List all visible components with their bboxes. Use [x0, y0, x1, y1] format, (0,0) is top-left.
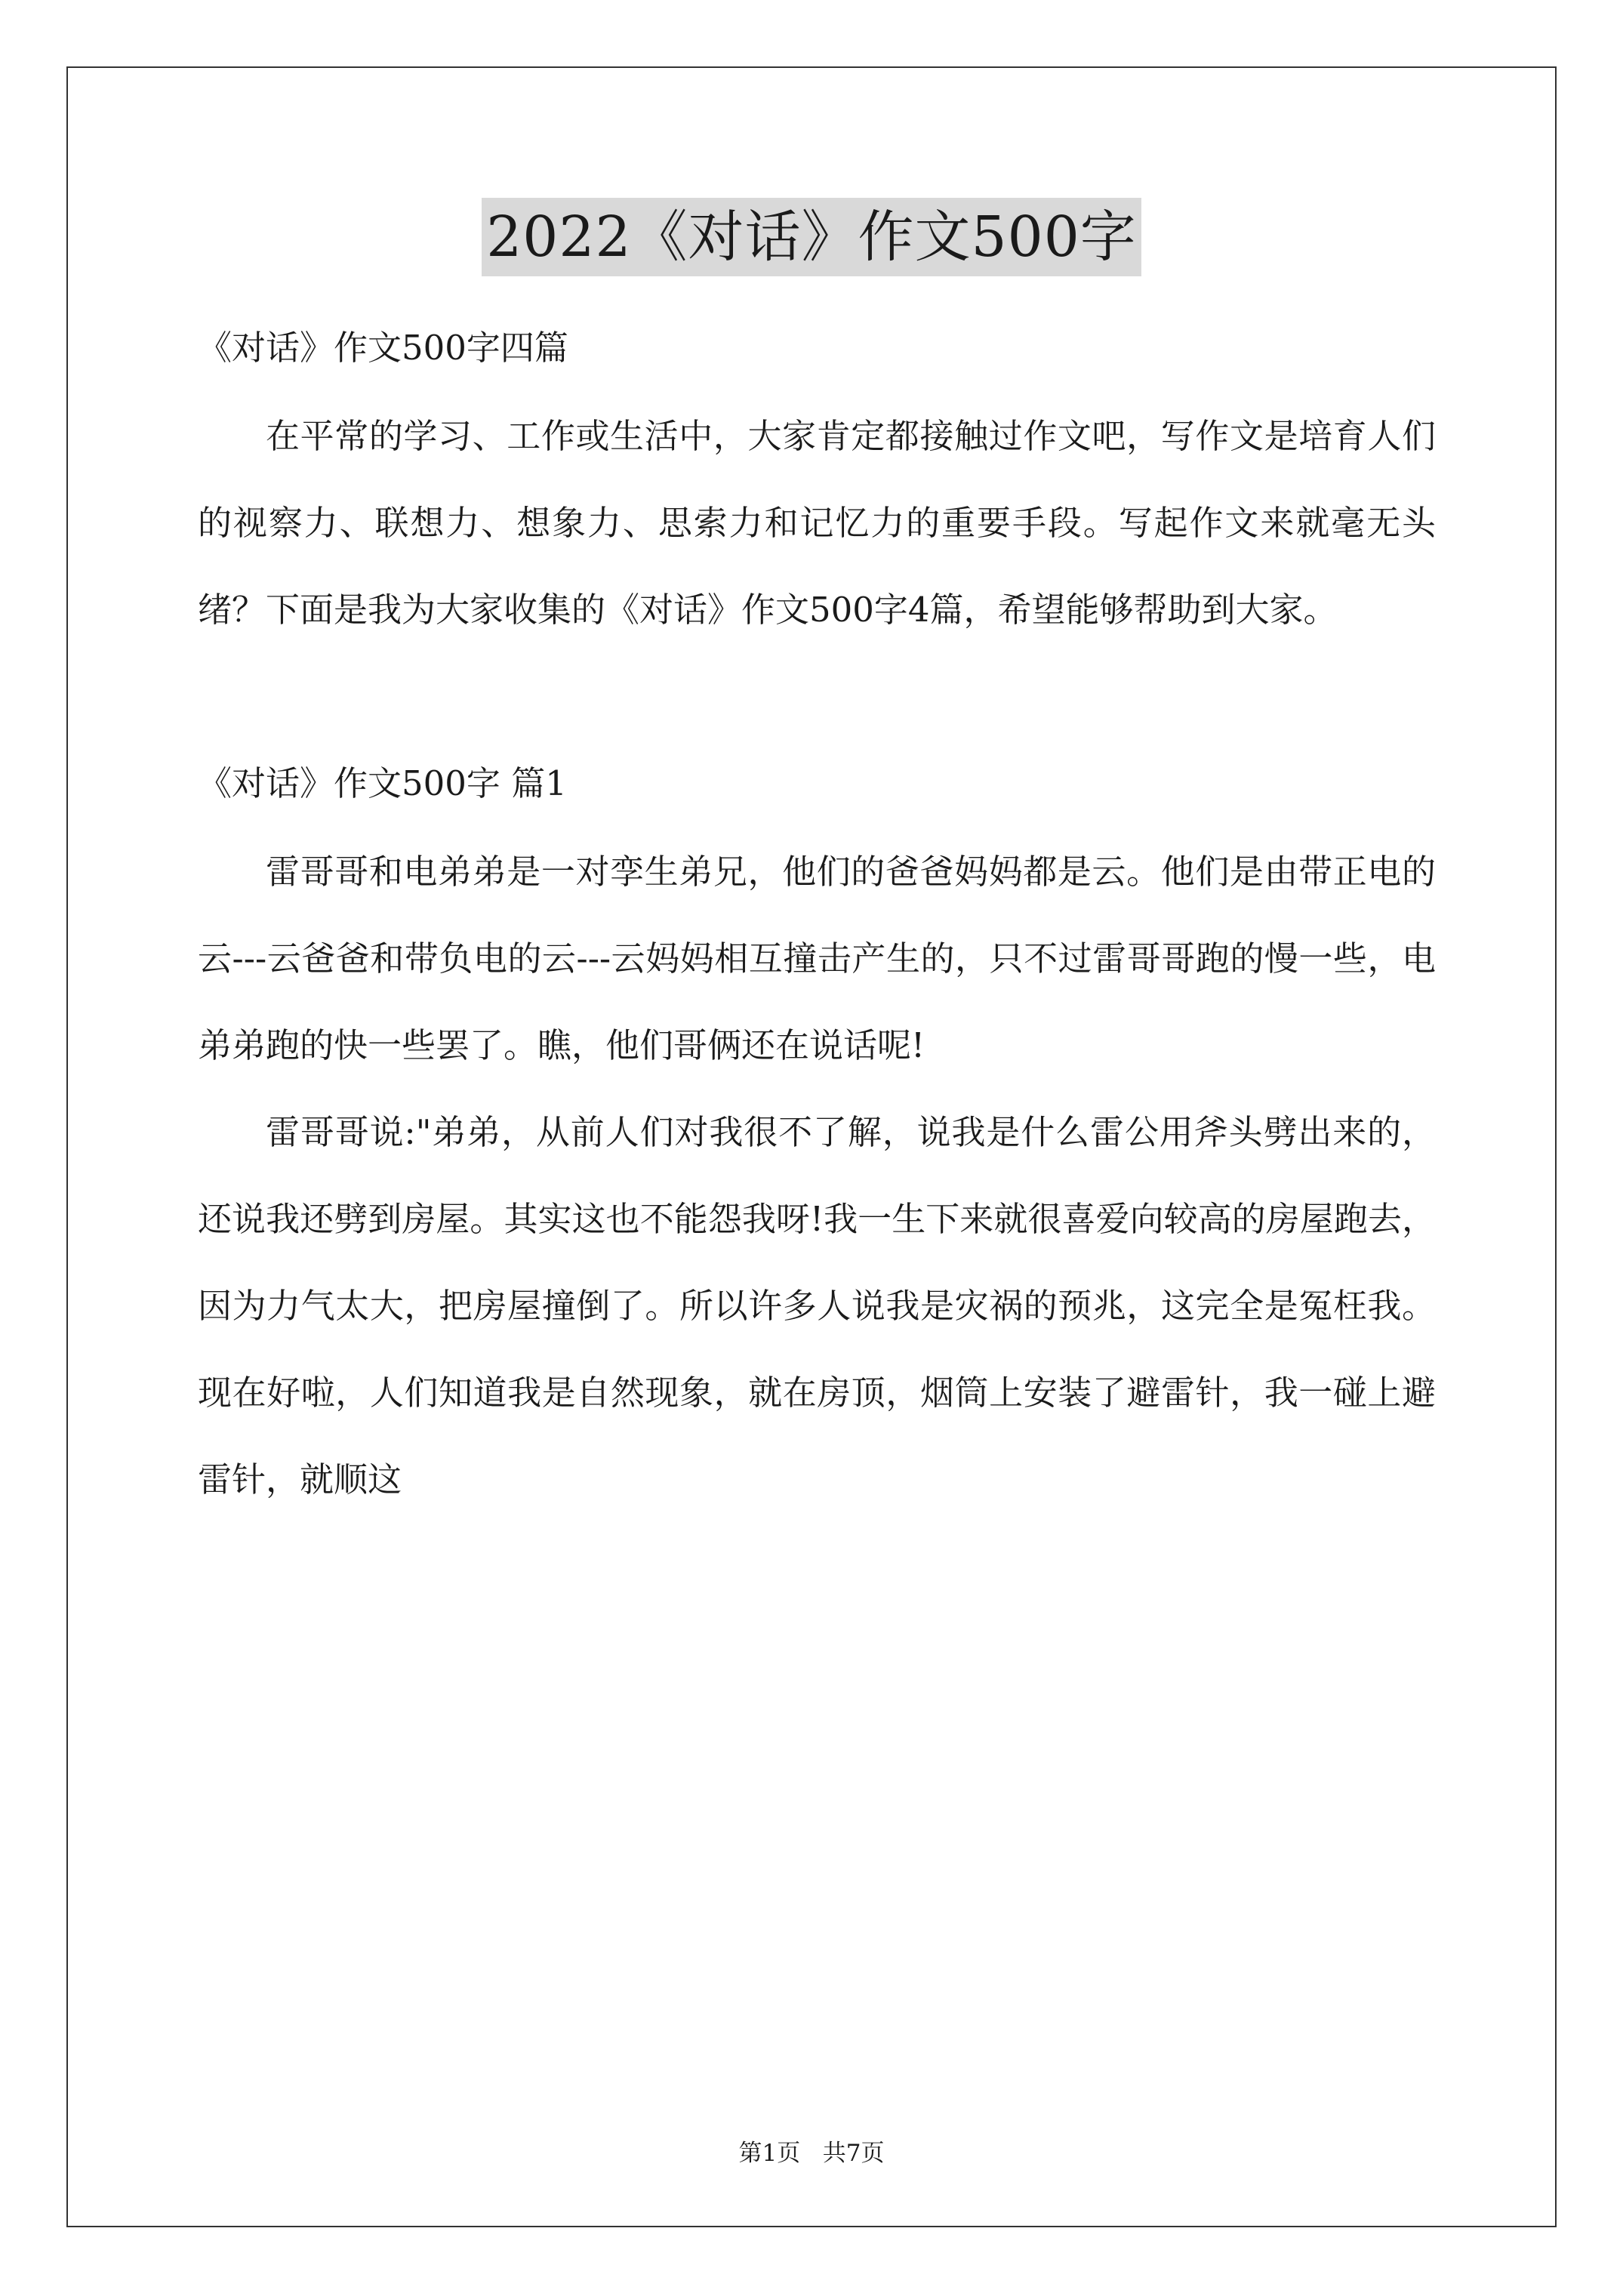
- page-footer: 第1页 共7页: [738, 2140, 885, 2167]
- section-heading: 《对话》作文500字 篇1: [198, 763, 567, 803]
- document-body: [198, 304, 1436, 1523]
- body-paragraph-1: 雷哥哥和电弟弟是一对孪生弟兄，他们的爸爸妈妈都是云。他们是由带正电的云---云爸爸和带负电的云---云妈妈相互撞击产生的，只不过雷哥哥跑的慢一些，电弟弟跑的快一些罢了。瞧，他们哥俩还在说话呢!: [198, 852, 1436, 1065]
- document-title: 2022《对话》作文500字: [482, 198, 1141, 276]
- subtitle: 《对话》作文500字四篇: [198, 328, 568, 368]
- body-paragraph-2: 雷哥哥说:"弟弟，从前人们对我很不了解，说我是什么雷公用斧头劈出来的，还说我还劈到房屋。其实这也不能怨我呀!我一生下来就很喜爱向较高的房屋跑去，因为力气太大，把房屋撞倒了。所以许多人说我是灾祸的预兆，这完全是冤枉我。现在好啦，人们知道我是自然现象，就在房顶，烟筒上安装了避雷针，我一碰上避雷针，就顺这: [198, 1112, 1436, 1499]
- intro-paragraph: 在平常的学习、工作或生活中，大家肯定都接触过作文吧，写作文是培育人们的视察力、联想力、想象力、思索力和记忆力的重要手段。写起作文来就毫无头绪？下面是我为大家收集的《对话》作文500字4篇，希望能够帮助到大家。: [198, 416, 1436, 630]
- section-spacer: [198, 653, 1436, 739]
- title-container: [0, 198, 1623, 276]
